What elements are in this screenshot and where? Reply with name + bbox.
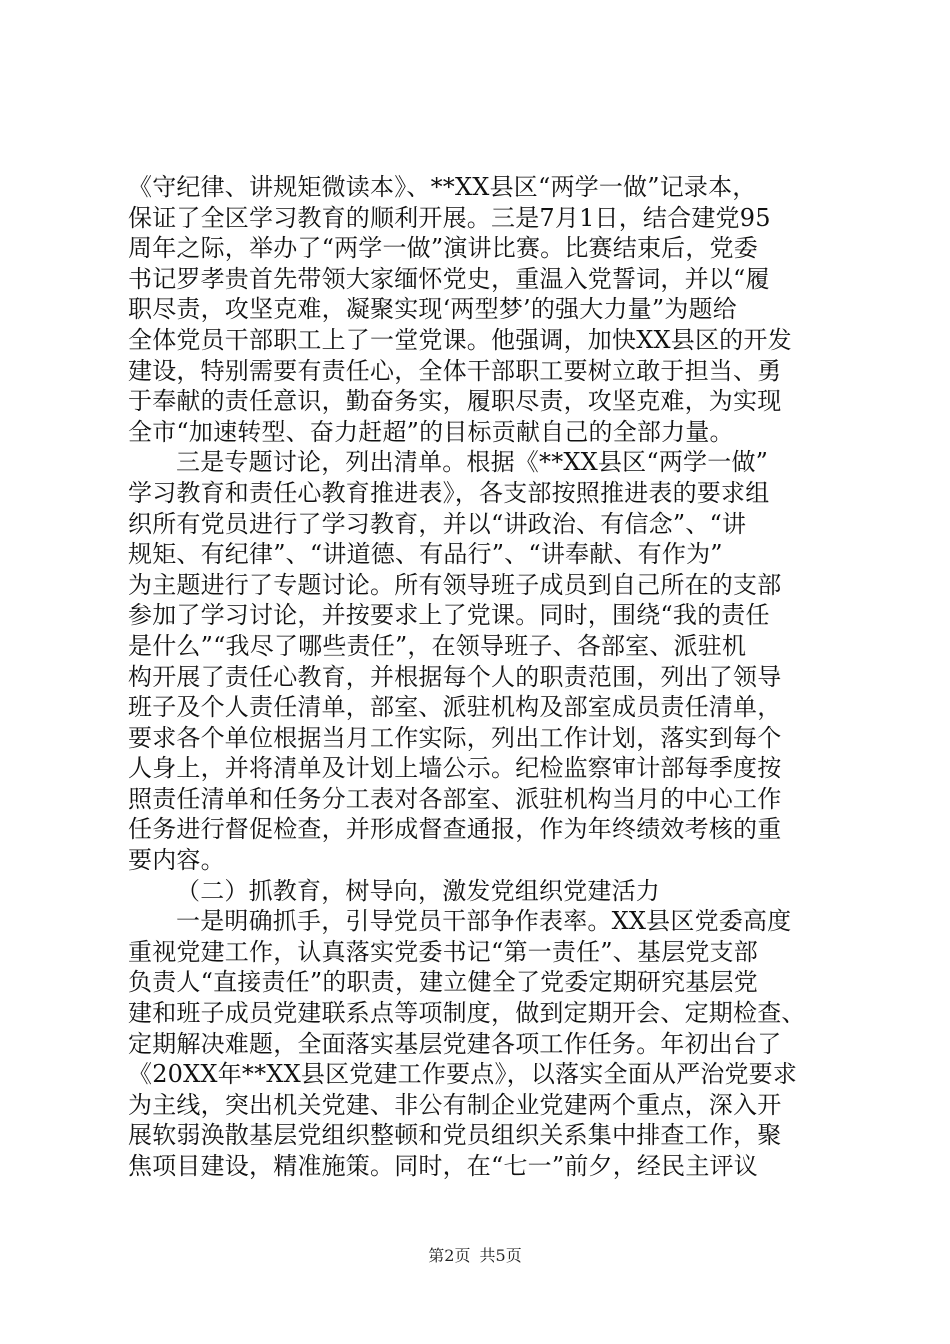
text-line: 是什么”“我尽了哪些责任”，在领导班子、各部室、派驻机 [128, 631, 747, 660]
text-line: 负责人“直接责任”的职责，建立健全了党委定期研究基层党 [128, 968, 758, 997]
paragraph-start-line: 三是专题讨论，列出清单。根据《**XX县区“两学一做” [176, 448, 769, 477]
text-line: 定期解决难题，全面落实基层党建各项工作任务。年初出台了 [128, 1029, 782, 1058]
page-number: 第2页 [428, 1246, 471, 1265]
text-line: 保证了全区学习教育的顺利开展。三是7月1日，结合建党95 [128, 203, 771, 232]
text-line: 职尽责，攻坚克难，凝聚实现‘两型梦’的强大力量”为题给 [128, 295, 737, 324]
text-line: 学习教育和责任心教育推进表》，各支部按照推进表的要求组 [128, 478, 770, 507]
text-line: 班子及个人责任清单，部室、派驻机构及部室成员责任清单， [128, 693, 782, 722]
text-line: 《守纪律、讲规矩微读本》、**XX县区“两学一做”记录本， [128, 173, 757, 201]
text-line: 要求各个单位根据当月工作实际，列出工作计划，落实到每个 [128, 723, 782, 752]
text-line: 《20XX年**XX县区党建工作要点》，以落实全面从严治党要求 [128, 1060, 798, 1089]
page-footer [0, 1246, 950, 1266]
text-line: 规矩、有纪律”、“讲道德、有品行”、“讲奉献、有作为” [128, 540, 723, 569]
document-body [128, 172, 850, 1182]
text-line: 建和班子成员党建联系点等项制度，做到定期开会、定期检查、 [128, 999, 806, 1028]
text-line: 构开展了责任心教育，并根据每个人的职责范围，列出了领导 [128, 662, 782, 691]
text-line: 于奉献的责任意识，勤奋务实，履职尽责，攻坚克难，为实现 [128, 387, 782, 416]
text-line: 书记罗孝贵首先带领大家缅怀党史，重温入党誓词，并以“履 [128, 264, 770, 293]
text-line: 重视党建工作，认真落实党委书记“第一责任”、基层党支部 [128, 937, 758, 966]
text-line: 焦项目建设，精准施策。同时，在“七一”前夕，经民主评议 [128, 1152, 758, 1180]
text-line: 要内容。 [128, 846, 225, 875]
page-total: 共5页 [479, 1246, 522, 1265]
section-heading: （二）抓教育，树导向，激发党组织党建活力 [176, 876, 660, 905]
text-line: 全市“加速转型、奋力赶超”的目标贡献自己的全部力量。 [128, 417, 734, 446]
text-line: 人身上，并将清单及计划上墙公示。纪检监察审计部每季度按 [128, 754, 782, 783]
text-line: 为主题进行了专题讨论。所有领导班子成员到自己所在的支部 [128, 570, 782, 599]
text-line: 任务进行督促检查，并形成督查通报，作为年终绩效考核的重 [128, 815, 782, 844]
text-line: 全体党员干部职工上了一堂党课。他强调，加快XX县区的开发 [128, 325, 792, 354]
text-line: 建设，特别需要有责任心，全体干部职工要树立敢于担当、勇 [128, 356, 782, 385]
text-line: 为主线，突出机关党建、非公有制企业党建两个重点，深入开 [128, 1090, 782, 1119]
text-line: 参加了学习讨论，并按要求上了党课。同时，围绕“我的责任 [128, 601, 770, 630]
text-line: 照责任清单和任务分工表对各部室、派驻机构当月的中心工作 [128, 784, 782, 813]
text-line: 展软弱涣散基层党组织整顿和党员组织关系集中排查工作，聚 [128, 1121, 782, 1150]
text-line: 周年之际，举办了“两学一做”演讲比赛。比赛结束后，党委 [128, 234, 758, 263]
text-line: 织所有党员进行了学习教育，并以“讲政治、有信念”、“讲 [128, 509, 747, 538]
paragraph-start-line: 一是明确抓手，引导党员干部争作表率。XX县区党委高度 [176, 907, 792, 936]
